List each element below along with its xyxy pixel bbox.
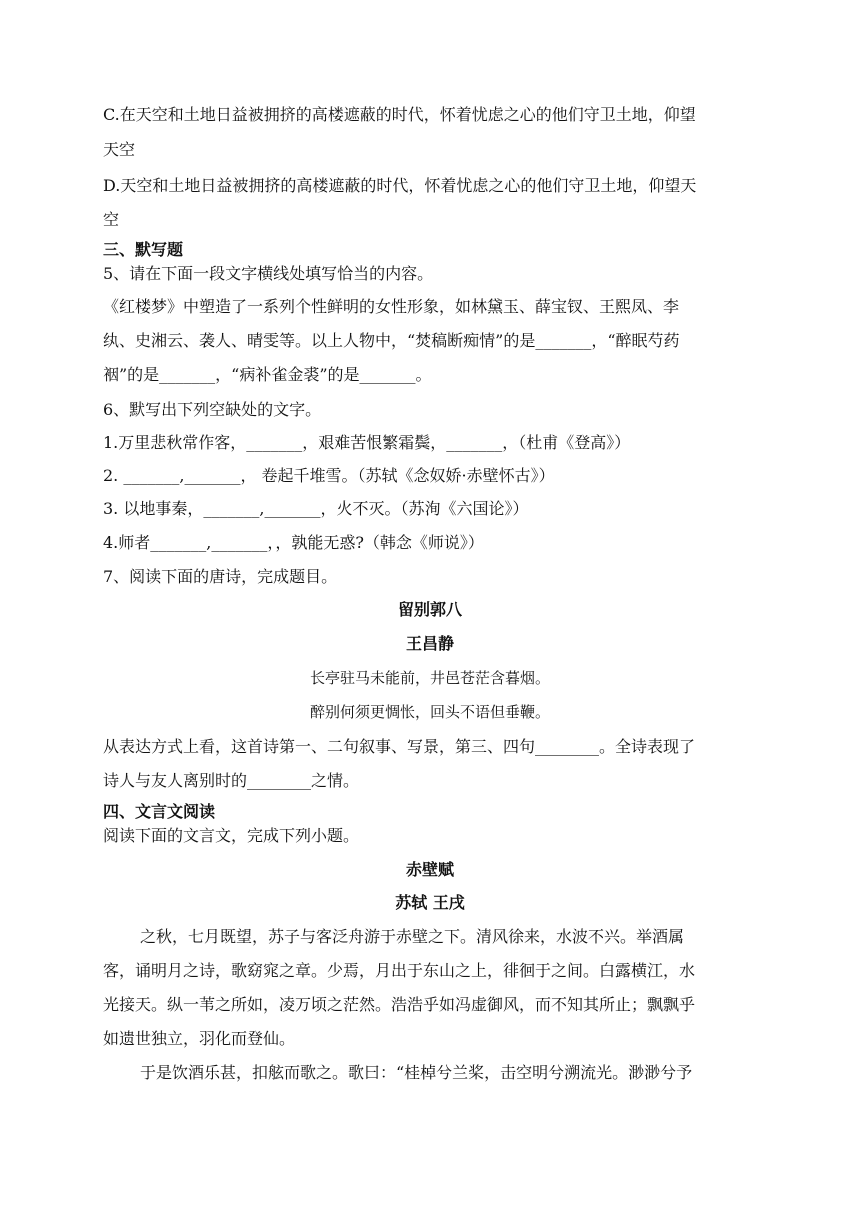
option-c-line-2: 天空 [103,140,136,159]
question-6-item-3: 3. 以地事秦，_______,_______，火不灭。（苏洵《六国论》） [103,499,529,518]
paragraph-1-line-1: 之秋，七月既望，苏子与客泛舟游于赤壁之下。清风徐来，水波不兴。举酒属 [140,927,685,946]
question-6-item-4: 4.师者_______,_______，，孰能无惑?（韩念《师说》） [103,533,484,552]
option-d-line-2: 空 [103,210,120,229]
question-6-prompt: 6、默写出下列空缺处的文字。 [103,400,322,419]
poem-line-2: 醉别何须更惆怅，回头不语但垂鞭。 [309,703,550,721]
question-5-line-3: 裀”的是_______，“病补雀金裘”的是_______。 [103,365,432,384]
question-5-prompt: 5、请在下面一段文字横线处填写恰当的内容。 [103,264,434,283]
option-d-line-1: D.天空和土地日益被拥挤的高楼遮蔽的时代，怀着忧虑之心的他们守卫土地，仰望天 [103,176,697,195]
poem-author: 王昌静 [405,634,454,653]
paragraph-1-line-4: 如遗世独立，羽化而登仙。 [103,1029,296,1048]
poem-line-1: 长亭驻马未能前，井邑苍茫含暮烟。 [309,669,550,687]
question-5-line-2: 纨、史湘云、袭人、晴雯等。以上人物中，“焚稿断痴情”的是_______，“醉眠芍药 [103,331,680,350]
question-6-item-2: 2. _______,_______， 卷起千堆雪。（苏轼《念奴娇·赤壁怀古》） [103,466,555,485]
paragraph-2-line-1: 于是饮酒乐甚，扣舷而歌之。歌曰：“桂棹兮兰桨，击空明兮溯流光。渺渺兮予 [140,1063,693,1082]
question-5-line-1: 《红楼梦》中塑造了一系列个性鲜明的女性形象，如林黛玉、薛宝钗、王熙凤、李 [103,297,680,316]
classical-text-author: 苏轼 王戌 [395,893,465,912]
section-3-heading: 三、默写题 [103,240,184,259]
section-4-heading: 四、文言文阅读 [103,802,216,821]
section-4-prompt: 阅读下面的文言文，完成下列小题。 [103,826,360,845]
question-7-prompt: 7、阅读下面的唐诗，完成题目。 [103,567,338,586]
question-7-line-2: 诗人与友人离别时的________之情。 [103,771,360,790]
paragraph-1-line-3: 光接天。纵一苇之所如，凌万顷之茫然。浩浩乎如冯虚御风，而不知其所止；飘飘乎 [103,995,696,1014]
option-c-line-1: C.在天空和土地日益被拥挤的高楼遮蔽的时代，怀着忧虑之心的他们守卫土地，仰望 [103,105,696,124]
question-6-item-1: 1.万里悲秋常作客，_______，艰难苦恨繁霜鬓，_______，（杜甫《登高》） [103,433,631,452]
poem-title: 留别郭八 [397,600,462,619]
classical-text-title: 赤壁赋 [405,860,454,879]
paragraph-1-line-2: 客，诵明月之诗，歌窈窕之章。少焉，月出于东山之上，徘徊于之间。白露横江，水 [103,961,696,980]
question-7-line-1: 从表达方式上看，这首诗第一、二句叙事、写景，第三、四句________。全诗表现了 [103,737,696,756]
